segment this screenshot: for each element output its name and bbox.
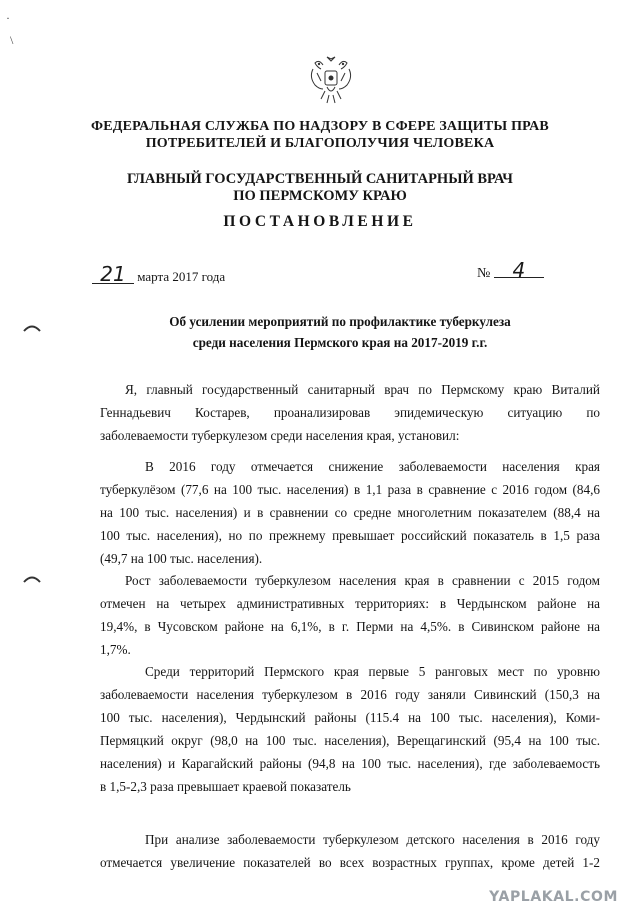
scan-speck: · — [6, 11, 10, 25]
date-month-year: марта 2017 года — [137, 269, 226, 284]
official-title-line1: ГЛАВНЫЙ ГОСУДАРСТВЕННЫЙ САНИТАРНЫЙ ВРАЧ — [127, 171, 513, 187]
document-number — [477, 258, 544, 282]
body-line: туберкулёзом (77,6 на 100 тыс. населения) в 1,1 раза в сравнение с 2016 годом (84,6 — [100, 482, 600, 497]
body-line: 100 тыс. населения), Чердынский районы (115.4 на 100 тыс. населения), Коми- — [100, 710, 600, 725]
body-line: заболеваемости туберкулезом среди населения края, установил: — [100, 428, 460, 443]
body-line: отмечен на четырех административных территориях: в Чердынском районе на — [100, 596, 600, 611]
body-line: Среди территорий Пермского края первые 5 ранговых мест по уровню — [145, 664, 600, 679]
official-title-line2: ПО ПЕРМСКОМУ КРАЮ — [233, 188, 407, 204]
document-date — [92, 262, 225, 286]
body-line: Пермяцкий округ (98,0 на 100 тыс. населения), Верещагинский (95,4 на 100 тыс. — [100, 733, 600, 748]
body-line: 100 тыс. населения), но по прежнему превышает российский показатель в 1,5 раза — [100, 528, 600, 543]
body-line: В 2016 году отмечается снижение заболеваемости населения края — [145, 459, 600, 474]
body-line: 19,4%, в Чусовском районе на 6,1%, в г. Перми на 4,5%. в Сивинском районе на — [100, 619, 600, 634]
site-watermark: YAPLAKAL.COM — [489, 889, 618, 905]
body-line: (49,7 на 100 тыс. населения). — [100, 551, 263, 566]
body-paragraph-5 — [100, 828, 600, 874]
document-type-title: ПОСТАНОВЛЕНИЕ — [223, 213, 417, 230]
subject-line1: Об усилении мероприятий по профилактике туберкулеза — [169, 314, 511, 329]
body-line: заболеваемости населения туберкулезом в 2016 году заняли Сивинский (150,3 на — [100, 687, 600, 702]
number-handwritten: 4 — [494, 258, 544, 282]
body-line: отмечается увеличение показателей во всех возрастных группах, кроме детей 1-2 — [100, 855, 600, 870]
body-line: Геннадьевич Костарев, проанализировав эпидемическую ситуацию по — [100, 405, 600, 420]
subject-line2: среди населения Пермского края на 2017-2019 г.г. — [192, 335, 488, 350]
body-line: Рост заболеваемости туберкулезом населения края в сравнении с 2015 годом — [125, 573, 600, 588]
agency-name-line2: ПОТРЕБИТЕЛЕЙ И БЛАГОПОЛУЧИЯ ЧЕЛОВЕКА — [145, 136, 495, 151]
body-line: При анализе заболеваемости туберкулезом детского населения в 2016 году — [145, 832, 600, 847]
scan-speck: \ — [10, 33, 14, 47]
body-paragraph-4 — [100, 660, 600, 798]
date-day-handwritten: 21 — [92, 262, 134, 286]
body-paragraph-1 — [100, 378, 600, 447]
body-line: 1,7%. — [100, 642, 131, 657]
body-line: в 1,5-2,3 раза превышает краевой показатель — [100, 779, 351, 794]
body-line: населения) и Карагайский районы (94,8 на 100 тыс. населения), где заболеваемость — [100, 756, 600, 771]
agency-name-line1: ФЕДЕРАЛЬНАЯ СЛУЖБА ПО НАДЗОРУ В СФЕРЕ ЗАЩИТЫ ПРАВ — [91, 119, 549, 134]
coat-of-arms-emblem — [307, 55, 355, 105]
body-line: Я, главный государственный санитарный врач по Пермскому краю Виталий — [125, 382, 600, 397]
punch-hole-mark — [22, 573, 42, 583]
body-paragraph-3 — [100, 569, 600, 661]
body-paragraph-2 — [100, 455, 600, 570]
punch-hole-mark — [22, 322, 42, 332]
number-sign: № — [477, 266, 491, 281]
body-line: на 100 тыс. населения) и в сравнении со средне многолетним показателем (88,4 на — [100, 505, 600, 520]
